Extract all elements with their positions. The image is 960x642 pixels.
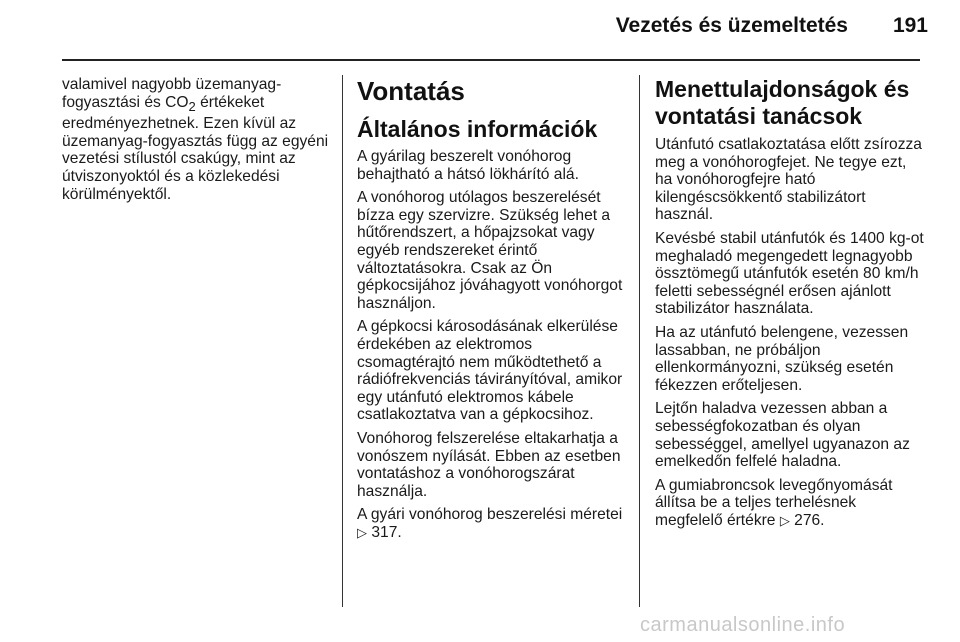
watermark: carmanualsonline.info xyxy=(640,614,846,636)
paragraph: Kevésbé stabil utánfutók és 1400 kg-ot meghaladó megengedett legnagyobb össztömegű utánfutók esetén 80 km/h feletti sebességnél erősen ajánlott stabilizátor használata. xyxy=(655,229,924,318)
triangle-right-icon: ▷ xyxy=(779,512,790,528)
paragraph: A gyárilag beszerelt vonóhorog behajtható a hátsó lökhárító alá. xyxy=(357,148,579,183)
section-title: Vontatás xyxy=(357,76,465,106)
header-title: Vezetés és üzemeltetés xyxy=(615,14,848,37)
paragraph: A gumiabroncsok levegőnyomását állítsa be a teljes terhelésnek megfelelő értékre ▷ 276. xyxy=(655,476,893,529)
paragraph: Vonóhorog felszerelése eltakarhatja a vonószem nyílását. Ebben az esetben vontatáshoz a vonóhorogszárat használja. xyxy=(357,429,621,500)
column-divider xyxy=(342,75,343,607)
column-3 xyxy=(655,76,925,535)
triangle-right-icon: ▷ xyxy=(357,524,367,540)
co2-subscript: 2 xyxy=(188,98,196,114)
section-title: Menettulajdonságok és vontatási tanácsok xyxy=(655,76,910,129)
paragraph: A vonóhorog utólagos beszerelését bízza egy szervizre. Szükség lehet a hűtőrendszert, a hőpajzsokat vagy egyéb rendszereket érintő változtatásokra. Csak az Ön gépkocsijához jóváhagyott vonóhorgot használjon. xyxy=(357,189,623,312)
column-divider xyxy=(639,75,640,607)
page-reference[interactable]: 276. xyxy=(794,511,825,529)
header-rule xyxy=(62,59,920,61)
paragraph: A gyári vonóhorog beszerelési méretei ▷ 317. xyxy=(357,506,623,541)
paragraph: Ha az utánfutó belengene, vezessen lassabban, ne próbáljon ellenkormányozni, szükség esetén fékezzen erőteljesen. xyxy=(655,323,909,394)
paragraph: Lejtőn haladva vezessen abban a sebességfokozatban és olyan sebességgel, amellyel ugyanazon az emelkedőn felfelé haladna. xyxy=(655,400,910,471)
page-reference[interactable]: 317. xyxy=(371,523,402,541)
section-subtitle: Általános információk xyxy=(357,116,598,142)
page-number: 191 xyxy=(892,14,928,37)
paragraph: Utánfutó csatlakoztatása előtt zsírozza meg a vonóhorogfejet. Ne tegye ezt, ha vonóhorogfejre ható kilengéscsökkentő stabilizátort használ. xyxy=(655,136,922,224)
paragraph: A gépkocsi károsodásának elkerülése érdekében az elektromos csomagtérajtó nem működtethető a rádiófrekvenciás távirányítóval, amikor egy utánfutó elektromos kábele csatlakoztatva van a gépkocsihoz. xyxy=(357,318,623,424)
column-2 xyxy=(357,76,623,547)
column-1 xyxy=(62,76,332,209)
paragraph: valamivel nagyobb üzemanyag-fogyasztási és $CO_2$ értékeket eredményezhetnek. Ezen kívül az üzemanyag-fogyasztás függ az egyéni vezetési stílustól csakúgy, mint az útviszonyoktól és a közlekedési körülményektől. xyxy=(62,76,329,203)
